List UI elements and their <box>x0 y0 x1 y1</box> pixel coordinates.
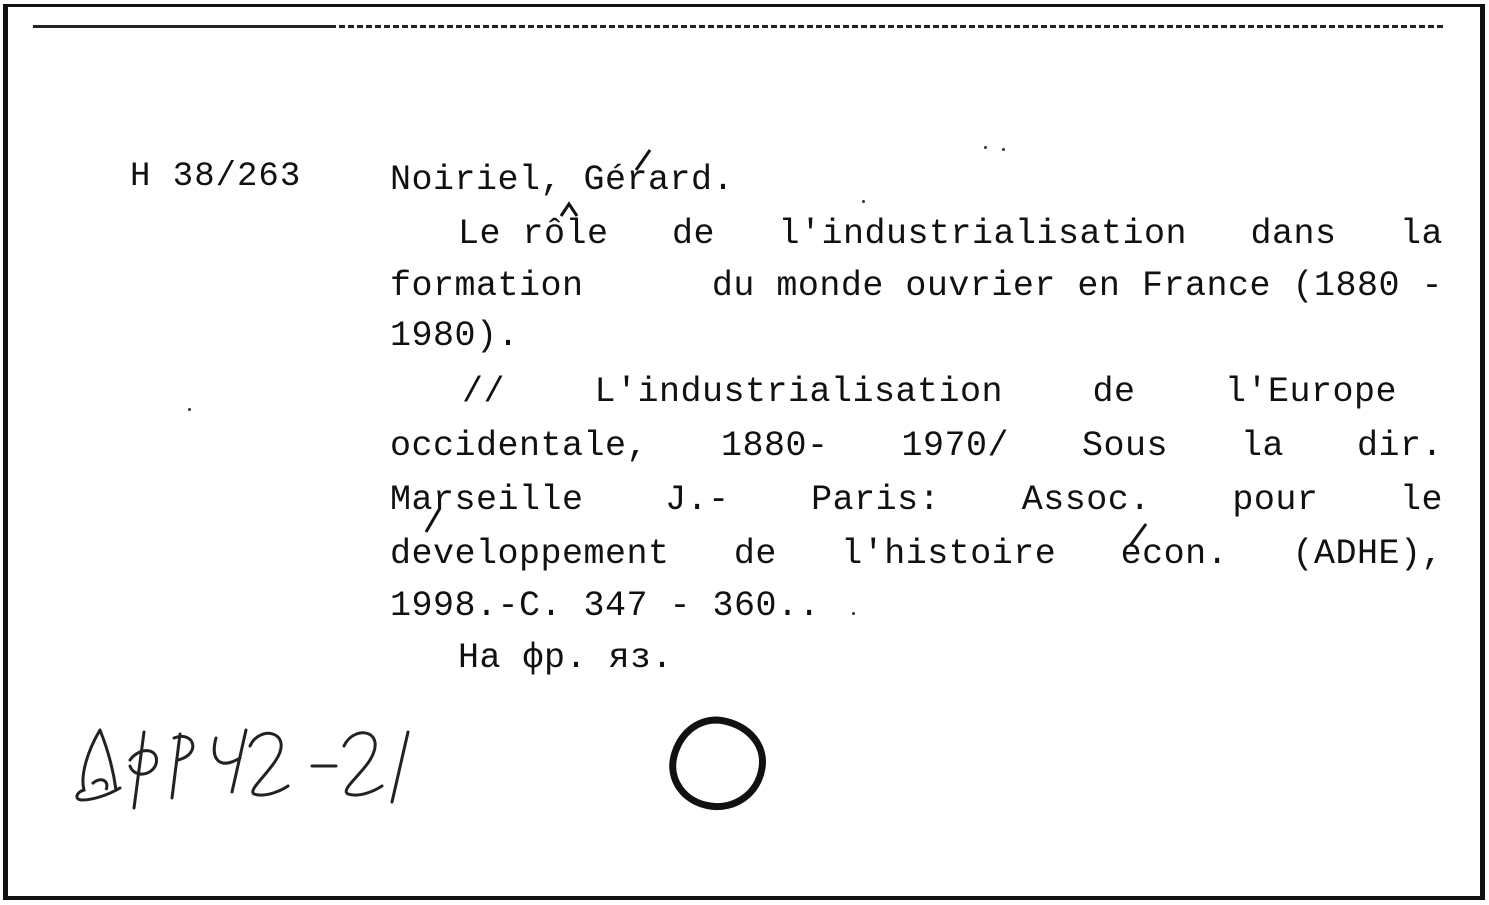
word: Le rôle <box>458 214 609 254</box>
title-line-2 <box>390 266 1443 306</box>
source-line-2 <box>390 426 1443 466</box>
source-line-1 <box>462 372 1397 412</box>
word: J.- <box>665 480 730 520</box>
word: 1880- <box>721 426 829 466</box>
speck <box>188 408 191 411</box>
speck <box>852 612 855 615</box>
word: de <box>733 534 777 574</box>
speck <box>862 200 865 203</box>
word: // <box>462 372 506 412</box>
word: (ADHE), <box>1292 534 1443 574</box>
word: de <box>671 214 715 254</box>
circle-stamp <box>662 714 772 814</box>
word: formation <box>390 266 584 306</box>
word: du monde ouvrier en France (1880 - <box>711 266 1443 306</box>
word: la <box>1241 426 1285 466</box>
speck <box>1002 148 1005 151</box>
top-rule-solid <box>33 25 333 28</box>
word: l'industrialisation <box>778 214 1188 254</box>
word: 1970/ <box>901 426 1010 466</box>
handwritten-code <box>70 720 430 815</box>
word: pour <box>1232 480 1319 520</box>
word: L'industrialisation <box>594 372 1004 412</box>
word: le <box>1399 480 1443 520</box>
word: l'Europe <box>1224 372 1397 412</box>
title-line-3: 1980). <box>390 316 520 356</box>
word: dir. <box>1356 426 1443 466</box>
word: Marseille <box>390 480 584 520</box>
shelf-mark: H 38/263 <box>130 158 302 196</box>
source-line-3 <box>390 480 1443 520</box>
word: developpement <box>390 534 670 574</box>
speck <box>984 146 987 149</box>
language-note: На фр. яз. <box>458 638 674 678</box>
word: la <box>1399 214 1443 254</box>
source-line-5: 1998.-С. 347 - 360.. <box>390 586 821 626</box>
author-line: Noiriel, Gérard. <box>390 160 735 200</box>
word: occidentale, <box>390 426 649 466</box>
title-line-1 <box>458 214 1443 254</box>
word: Sous <box>1082 426 1169 466</box>
word: econ. <box>1120 534 1229 574</box>
word: dans <box>1250 214 1337 254</box>
word: de <box>1092 372 1136 412</box>
word: Assoc. <box>1021 480 1151 520</box>
source-line-4 <box>390 534 1443 574</box>
word: l'histoire <box>841 534 1057 574</box>
word: Paris: <box>811 480 941 520</box>
